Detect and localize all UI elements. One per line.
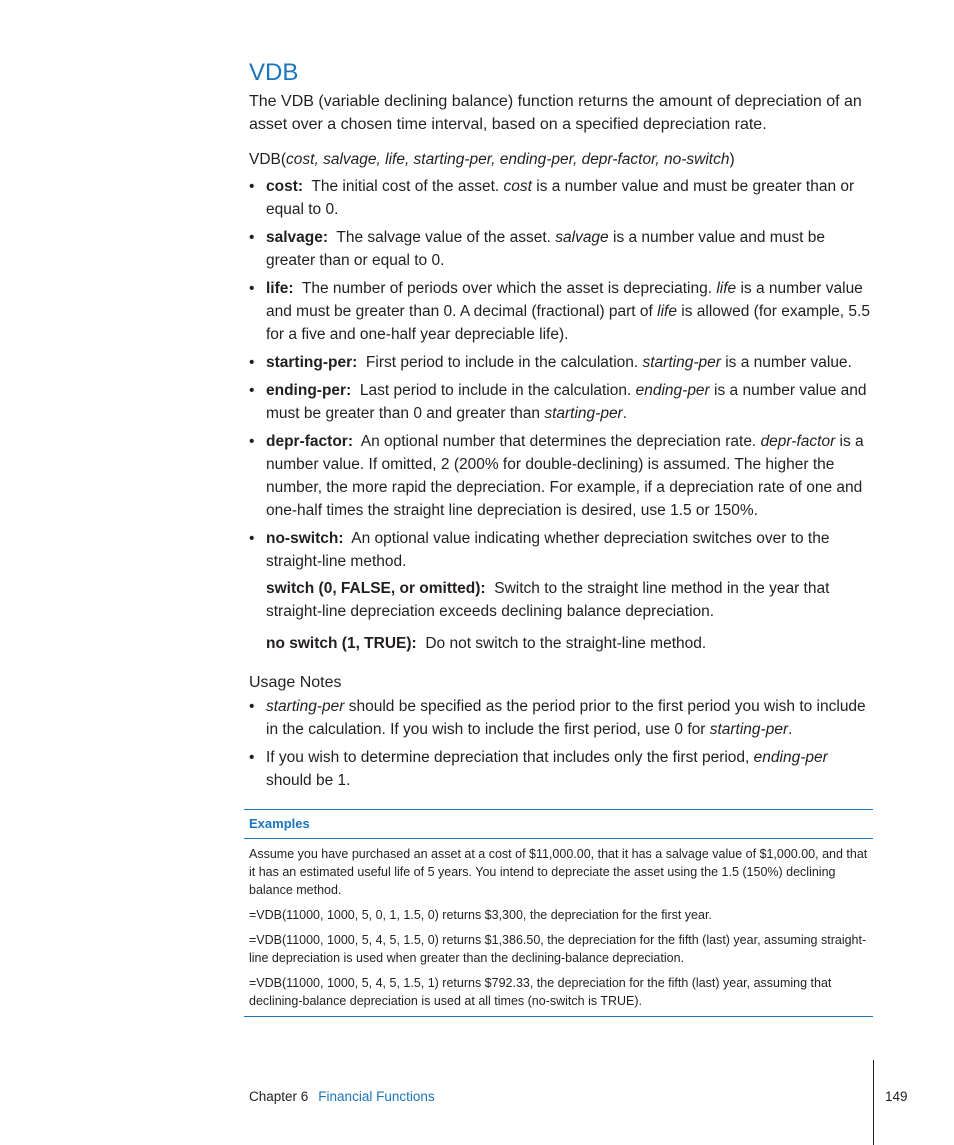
param-italic: life <box>716 280 737 297</box>
bullet: • <box>249 530 255 547</box>
param-text: First period to include in the calculation. <box>365 354 643 371</box>
param-italic: life <box>657 303 677 320</box>
param-text: The initial cost of the asset. <box>311 178 504 195</box>
param-starting-per <box>249 351 873 374</box>
examples-body <box>244 839 873 1017</box>
footer-chapter: Chapter 6 <box>249 1089 309 1104</box>
no-switch-option <box>266 632 873 655</box>
bullet: • <box>249 749 255 766</box>
examples-heading: Examples <box>244 810 873 839</box>
param-no-switch <box>249 527 873 655</box>
usage-note <box>249 746 873 792</box>
no-switch-option-name: no switch (1, TRUE): <box>266 635 417 652</box>
param-name: ending-per: <box>266 382 352 399</box>
usage-notes-heading: Usage Notes <box>249 674 342 691</box>
bullet: • <box>249 382 255 399</box>
param-text: An optional value indicating whether depreciation switches over to the straight-line method. <box>266 530 830 570</box>
param-text: An optional number that determines the depreciation rate. <box>360 433 761 450</box>
param-name: salvage: <box>266 229 329 246</box>
switch-option <box>266 577 873 623</box>
switch-option-name: switch (0, FALSE, or omitted): <box>266 580 486 597</box>
examples-box <box>244 809 873 1017</box>
param-text: . <box>622 405 628 422</box>
param-ending-per <box>249 379 873 425</box>
note-text: . <box>788 721 793 738</box>
note-italic: ending-per <box>753 749 828 766</box>
example-paragraph: =VDB(11000, 1000, 5, 4, 5, 1.5, 0) returns $1,386.50, the depreciation for the fifth (last) year, assuming straight-line depreciation is used when greater than the declining-balance depreciation. <box>249 933 867 965</box>
param-life <box>249 277 873 346</box>
param-name: cost: <box>266 178 304 195</box>
param-name: life: <box>266 280 294 297</box>
param-italic: cost <box>503 178 532 195</box>
bullet: • <box>249 354 255 371</box>
page-number: 149 <box>885 1089 908 1104</box>
example-paragraph: =VDB(11000, 1000, 5, 4, 5, 1.5, 1) returns $792.33, the depreciation for the fifth (last) year, assuming that declining-balance depreciation is used at all times (no-switch is TRUE). <box>249 976 832 1008</box>
note-italic: starting-per <box>709 721 789 738</box>
param-italic: starting-per <box>642 354 721 371</box>
param-text: is a number value. <box>720 354 852 371</box>
note-italic: starting-per <box>266 698 345 715</box>
param-depr-factor <box>249 430 873 522</box>
param-text: is a number value and must be greater than 0 and greater than <box>266 382 867 422</box>
switch-option-text: Switch to the straight line method in the year that straight-line depreciation exceeds declining balance depreciation. <box>266 580 830 620</box>
bullet: • <box>249 229 255 246</box>
example-paragraph: Assume you have purchased an asset at a cost of $11,000.00, that it has a salvage value of $1,000.00, and that it has an estimated useful life of 5 years. You intend to depreciate the asset using the 1.5 (150%) declining balance method. <box>249 847 868 897</box>
param-italic: salvage <box>555 229 609 246</box>
footer-divider <box>873 1060 874 1145</box>
param-name: no-switch: <box>266 530 344 547</box>
parameter-list <box>249 175 873 655</box>
no-switch-option-text: Do not switch to the straight-line method. <box>425 635 707 652</box>
function-syntax <box>249 148 873 171</box>
bullet: • <box>249 433 255 450</box>
param-name: depr-factor: <box>266 433 353 450</box>
param-text: Last period to include in the calculation. <box>359 382 636 399</box>
param-text: is a number value and must be greater than or equal to 0. <box>266 229 825 269</box>
param-text: is a number value and must be greater than 0. A decimal (fractional) part of <box>266 280 863 320</box>
param-text: The salvage value of the asset. <box>336 229 556 246</box>
param-cost <box>249 175 873 221</box>
syntax-name: VDB <box>249 151 281 168</box>
syntax-open: ( <box>280 151 287 168</box>
usage-note <box>249 695 873 741</box>
param-text: is a number value. If omitted, 2 (200% for double-declining) is assumed. The higher the number, the more rapid the depreciation. For example, if a depreciation rate of one and one-half times the straight line depreciation is desired, use 1.5 or 150%. <box>266 433 864 519</box>
param-text: is a number value and must be greater than or equal to 0. <box>266 178 855 218</box>
example-paragraph: =VDB(11000, 1000, 5, 0, 1, 1.5, 0) returns $3,300, the depreciation for the first year. <box>249 908 712 922</box>
param-salvage <box>249 226 873 272</box>
usage-notes-list <box>249 695 873 792</box>
param-italic: depr-factor <box>760 433 836 450</box>
page-title: VDB <box>249 59 299 86</box>
page-footer <box>249 1088 435 1106</box>
note-text: should be specified as the period prior to the first period you wish to include in the calculation. If you wish to include the first period, use 0 for <box>266 698 866 738</box>
bullet: • <box>249 280 255 297</box>
param-text: The number of periods over which the asset is depreciating. <box>301 280 717 297</box>
bullet: • <box>249 698 255 715</box>
bullet: • <box>249 178 255 195</box>
param-name: starting-per: <box>266 354 358 371</box>
syntax-close: ) <box>729 151 735 168</box>
note-text: should be 1. <box>266 772 351 789</box>
footer-section-link[interactable]: Financial Functions <box>318 1089 435 1104</box>
intro-paragraph: The VDB (variable declining balance) function returns the amount of depreciation of an asset over a chosen time interval, based on a specified depreciation rate. <box>249 93 862 133</box>
param-italic: ending-per <box>635 382 710 399</box>
note-text: If you wish to determine depreciation that includes only the first period, <box>266 749 754 766</box>
document-content <box>249 58 873 797</box>
param-italic: starting-per <box>544 405 623 422</box>
syntax-args: cost, salvage, life, starting-per, ending-per, depr-factor, no-switch <box>286 151 730 168</box>
param-text: is allowed (for example, 5.5 for a five and one-half year depreciable life). <box>266 303 870 343</box>
